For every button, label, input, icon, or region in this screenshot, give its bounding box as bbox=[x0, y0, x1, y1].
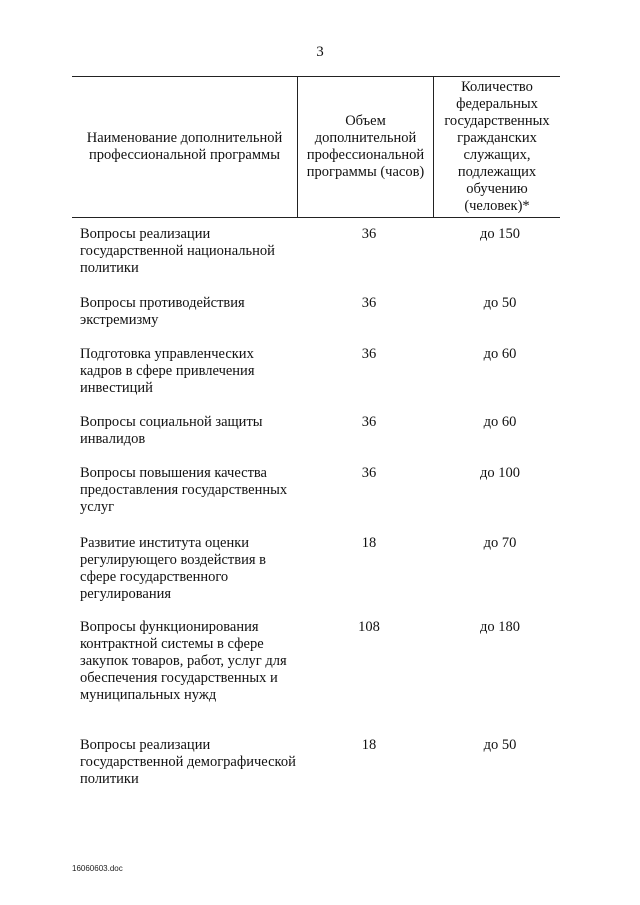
program-name-cell: Подготовка управленческих кадров в сфере привлечения инвестиций bbox=[80, 346, 255, 396]
program-hours-cell: 18 bbox=[361, 535, 377, 551]
table-row bbox=[72, 619, 560, 723]
programs-table bbox=[72, 76, 560, 797]
page-number: 3 bbox=[316, 44, 324, 60]
header-program-name: Наименование дополнительной профессиональной программы bbox=[72, 77, 298, 217]
table-row bbox=[72, 737, 560, 797]
program-name-cell: Вопросы реализации государственной демографической политики bbox=[80, 737, 296, 787]
trainee-count-cell: до 50 bbox=[483, 295, 517, 311]
program-hours-cell: 36 bbox=[361, 295, 377, 311]
program-hours-cell: 108 bbox=[358, 619, 380, 635]
program-hours-cell: 18 bbox=[361, 737, 377, 753]
header-program-hours: Объем дополнительной профессиональной программы (часов) bbox=[298, 77, 434, 217]
program-name-cell: Вопросы функционирования контрактной системы в сфере закупок товаров, работ, услуг для обеспечения государственных и муниципальных нужд bbox=[80, 619, 287, 703]
program-name-cell: Вопросы социальной защиты инвалидов bbox=[80, 414, 263, 447]
program-hours-cell: 36 bbox=[361, 226, 377, 242]
program-hours-cell: 36 bbox=[361, 346, 377, 362]
program-hours-cell: 36 bbox=[361, 465, 377, 481]
table-row bbox=[72, 295, 560, 335]
program-hours-cell: 36 bbox=[361, 414, 377, 430]
table-row bbox=[72, 346, 560, 406]
program-name-cell: Вопросы реализации государственной национальной политики bbox=[80, 226, 275, 276]
file-code: 16060603.doc bbox=[72, 864, 123, 873]
program-name-cell: Вопросы противодействия экстремизму bbox=[80, 295, 245, 328]
trainee-count-cell: до 60 bbox=[483, 346, 517, 362]
program-name-cell: Развитие института оценки регулирующего воздействия в сфере государственного регулирования bbox=[80, 535, 267, 602]
program-name-cell: Вопросы повышения качества предоставления государственных услуг bbox=[80, 465, 288, 515]
table-row bbox=[72, 465, 560, 525]
table-row bbox=[72, 414, 560, 454]
table-row bbox=[72, 226, 560, 286]
table-row bbox=[72, 535, 560, 605]
trainee-count-cell: до 180 bbox=[479, 619, 520, 635]
trainee-count-cell: до 150 bbox=[479, 226, 520, 242]
trainee-count-cell: до 50 bbox=[483, 737, 517, 753]
table-header bbox=[72, 76, 560, 218]
trainee-count-cell: до 70 bbox=[483, 535, 517, 551]
trainee-count-cell: до 60 bbox=[483, 414, 517, 430]
table-body bbox=[72, 226, 560, 797]
header-trainee-count: Количество федеральных государственных гражданских служащих, подлежащих обучению (человек)* bbox=[444, 79, 550, 214]
trainee-count-cell: до 100 bbox=[479, 465, 520, 481]
